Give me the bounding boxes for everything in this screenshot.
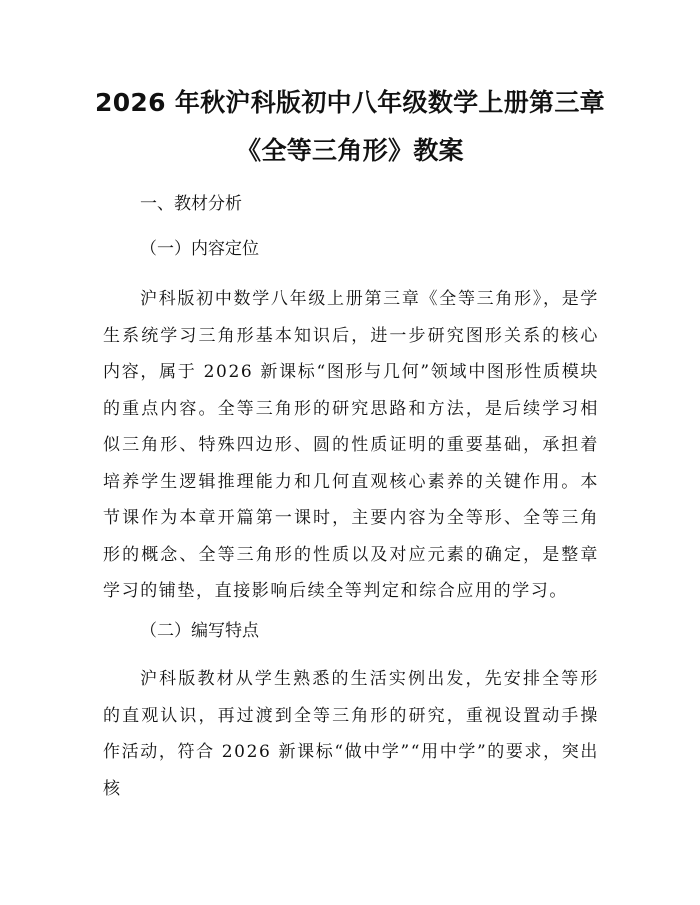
subsection-heading-writing-features: （二）编写特点	[140, 621, 259, 641]
subsection-heading-content-positioning: （一）内容定位	[140, 239, 259, 259]
document-title-line-1: 2026 年秋沪科版初中八年级数学上册第三章	[95, 88, 605, 117]
section-heading-textbook-analysis: 一、教材分析	[140, 194, 242, 214]
paragraph-content-positioning: 沪科版初中数学八年级上册第三章《全等三角形》，是学生系统学习三角形基本知识后，进一步研究图形关系的核心内容，属于 2026 新课标“图形与几何”领域中图形性质模块的重点内容。全等三角形的研究思路和方法，是后续学习相似三角形、特殊四边形、圆的性质证明的重要基础，承担着培养学生逻辑推理能力和几何直观核心素养的关键作用。本节课作为本章开篇第一课时，主要内容为全等形、全等三角形的概念、全等三角形的性质以及对应元素的确定，是整章学习的铺垫，直接影响后续全等判定和综合应用的学习。	[103, 289, 599, 601]
paragraph-writing-features: 沪科版教材从学生熟悉的生活实例出发，先安排全等形的直观认识，再过渡到全等三角形的研究，重视设置动手操作活动，符合 2026 新课标“做中学”“用中学”的要求，突出核	[103, 669, 599, 799]
document-title-line-2: 《全等三角形》教案	[236, 136, 464, 165]
